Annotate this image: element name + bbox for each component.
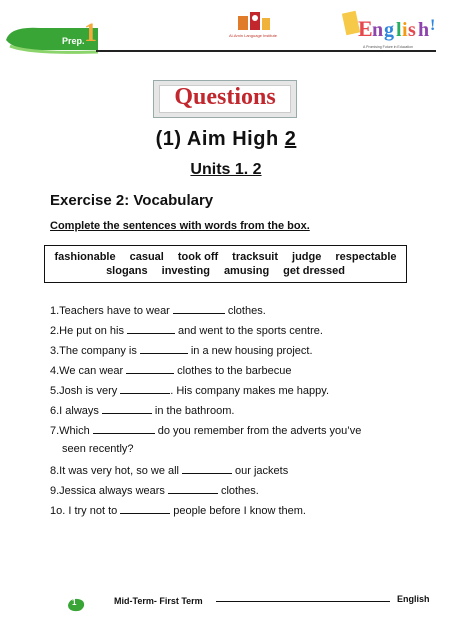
sentence-text: clothes. (227, 305, 266, 317)
sentence-text: 3.The company is (50, 345, 137, 357)
sentence-10 (50, 503, 306, 517)
word-box-word: casual (129, 251, 164, 263)
page-title: Questions (174, 84, 276, 110)
sentence-text: our jackets (235, 465, 289, 477)
sentence-text: 8.It was very hot, so we all (50, 465, 179, 477)
sentence-8 (50, 463, 288, 477)
sentence-text: 9.Jessica always wears (50, 485, 165, 497)
answer-blank[interactable] (120, 503, 170, 514)
units-heading: Units 1. 2 (190, 161, 262, 178)
header-divider (96, 50, 436, 52)
sentence-text: people before I know them. (173, 505, 306, 517)
sentence-text: 5.Josh is very (50, 385, 118, 397)
word-box-word: took off (177, 251, 219, 263)
sentence-1 (50, 303, 266, 317)
exercise-instruction: Complete the sentences with words from the box. (50, 220, 310, 232)
svg-text:i: i (402, 19, 408, 41)
word-box-word: slogans (106, 265, 148, 277)
sentence-text: and went to the sports centre. (178, 325, 323, 337)
sentence-text: do you remember from the adverts you’ve (157, 425, 362, 437)
sentence-text: in the bathroom. (154, 405, 235, 417)
sentence-text: 1.Teachers have to wear (50, 305, 170, 317)
english-logo-tagline: A Promising Future in Education (363, 45, 413, 49)
institute-logo-icon (230, 10, 276, 32)
svg-text:n: n (372, 19, 384, 41)
sentence-text: 7.Which (50, 425, 90, 437)
sentence-text: 6.I always (50, 405, 99, 417)
sentence-text: clothes. (220, 485, 259, 497)
sentence-9 (50, 483, 259, 497)
exercise-heading: Exercise 2: Vocabulary (50, 192, 214, 209)
answer-blank[interactable] (93, 423, 155, 434)
answer-blank[interactable] (102, 403, 152, 414)
sentence-2 (50, 323, 323, 337)
word-box-word: judge (292, 251, 322, 263)
answer-blank[interactable] (168, 483, 218, 494)
svg-text:h: h (418, 19, 430, 41)
svg-text:s: s (408, 19, 416, 41)
sentence-text: 2.He put on his (50, 325, 124, 337)
svg-text:g: g (384, 19, 394, 41)
sentence-6 (50, 403, 234, 417)
sentence-3 (50, 343, 313, 357)
page-number: 1 (72, 598, 77, 607)
word-box-line-2 (45, 264, 406, 278)
word-box-word: amusing (223, 265, 270, 277)
sentence-text: . His company makes me happy. (170, 385, 329, 397)
word-box (44, 245, 407, 283)
word-box-word: get dressed (283, 265, 345, 277)
sentence-5 (50, 383, 329, 397)
prep-label: Prep. (62, 36, 85, 46)
answer-blank[interactable] (126, 363, 174, 374)
footer-subject: English (397, 594, 430, 604)
answer-blank[interactable] (182, 463, 232, 474)
word-box-word: fashionable (54, 251, 116, 263)
svg-text:E: E (358, 16, 373, 41)
footer-term: Mid-Term- First Term (114, 596, 203, 606)
institute-name: Al-Amin Language Institute (228, 33, 278, 38)
sentence-text: seen recently? (62, 443, 134, 455)
word-box-word: respectable (335, 251, 397, 263)
prep-number: 1 (84, 18, 97, 47)
answer-blank[interactable] (140, 343, 188, 354)
sentence-text: in a new housing project. (190, 345, 313, 357)
svg-text:!: ! (430, 17, 436, 34)
answer-blank[interactable] (127, 323, 175, 334)
word-box-word: tracksuit (232, 251, 279, 263)
english-logo-icon (340, 6, 436, 46)
answer-blank[interactable] (120, 383, 170, 394)
sentence-7-continued (62, 443, 134, 455)
word-box-word: investing (161, 265, 210, 277)
answer-blank[interactable] (173, 303, 225, 314)
book-title (0, 128, 452, 151)
book-title-number: 2 (284, 128, 297, 150)
book-title-prefix: (1) Aim High (155, 128, 279, 150)
sentence-7 (50, 423, 361, 437)
sentence-text: clothes to the barbecue (177, 365, 292, 377)
footer-divider (216, 601, 390, 602)
word-box-line-1 (45, 250, 406, 264)
svg-text:l: l (396, 19, 402, 41)
sentence-4 (50, 363, 292, 377)
sentence-text: 1o. I try not to (50, 505, 118, 517)
sentence-text: 4.We can wear (50, 365, 124, 377)
